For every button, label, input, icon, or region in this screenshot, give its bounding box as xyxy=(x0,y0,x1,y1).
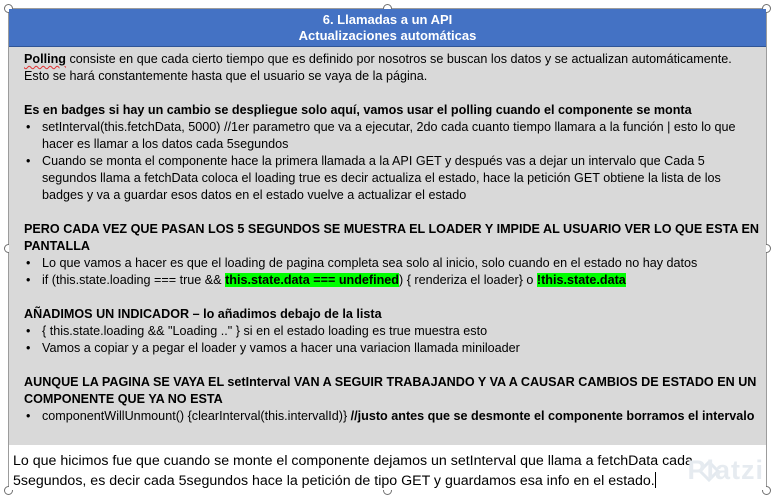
intro-line-1 xyxy=(24,51,759,68)
bullet-text: Cuando se monta el componente hace la primera llamada a la API GET y después vas a dejar un intervalo que Cada 5 segundos llama a fetchData coloca el loading true es decir actualiza el estado, hace la petición GET obtiene la lista de los badges y va a guardar esos datos en el estado vuelve a actualizar el estado xyxy=(42,154,721,202)
bullet-code: componentWillUnmount() {clearInterval(this.intervalId)} xyxy=(42,409,351,423)
section3-heading: AÑADIMOS UN INDICADOR – lo añadimos debajo de la lista xyxy=(24,307,382,321)
section4-heading: AUNQUE LA PAGINA SE VAYA EL setInterval VAN A SEGUIR TRABAJANDO Y VA A CAUSAR CAMBIOS DE ESTADO EN UN COMPONENTE QUE YA NO ESTA xyxy=(24,375,757,406)
highlight-not-data: !this.state.data xyxy=(536,273,626,287)
text-cursor xyxy=(655,472,656,488)
bullet-bold-comment: //justo antes que se desmonte el componente borramos el intervalo xyxy=(350,409,755,423)
bullet-text: Lo que vamos a hacer es que el loading de pagina completa sea solo al inicio, solo cuando en el estado no hay datos xyxy=(42,256,698,270)
watermark-label: Platzi xyxy=(687,455,764,485)
section2-bullet-2: • if (this.state.loading === true && this.state.data === undefined) { renderiza el loader} o !this.state.data xyxy=(26,273,626,287)
table-header xyxy=(9,9,766,47)
bullet-text: setInterval(this.fetchData, 5000) //1er parametro que va a ejecutar, 2do cada cuanto tiempo llamara a la función | esto lo que hacer es llamar a los datos cada 5segundos xyxy=(42,120,736,151)
polling-term: Polling xyxy=(24,52,66,66)
bullet-text: Vamos a copiar y a pegar el loader y vamos a hacer una variacion llamada miniloader xyxy=(42,341,520,355)
intro-line-2: Esto se hará constantemente hasta que el usuario se vaya de la página. xyxy=(24,69,428,83)
summary-text xyxy=(13,451,758,491)
highlight-undefined-check: this.state.data === undefined xyxy=(225,273,399,287)
section1-heading: Es en badges si hay un cambio se despliegue solo aquí, vamos usar el polling cuando el componente se monta xyxy=(24,103,692,117)
notes-content xyxy=(24,51,759,425)
bullet-code-b: ) { renderiza el loader} o xyxy=(399,273,537,287)
header-subtitle: Actualizaciones automáticas xyxy=(298,28,477,43)
section2-heading: PERO CADA VEZ QUE PASAN LOS 5 SEGUNDOS SE MUESTRA EL LOADER Y IMPIDE AL USUARIO VER LO QUE ESTA EN PANTALLA xyxy=(24,222,759,253)
section1-bullet-2: • Cuando se monta el componente hace la primera llamada a la API GET y después vas a dejar un intervalo que Cada 5 segundos llama a fetchData coloca el loading true es decir actualiza el estado, hace la petición GET obtiene la lista de los badges y va a guardar esos datos en el estado vuelve a actualizar el estado xyxy=(26,154,721,202)
section2-bullet-1: • Lo que vamos a hacer es que el loading de pagina completa sea solo al inicio, solo cuando en el estado no hay datos xyxy=(26,256,698,270)
summary-text-content: Lo que hicimos fue que cuando se monte el componente dejamos un setInterval que llama a fetchData cada 5segundos, es decir cada 5segundos hace la petición de tipo GET y guardamos esa info en el estado. xyxy=(13,453,693,489)
header-title: 6. Llamadas a un API xyxy=(322,12,453,27)
section3-bullet-2: • Vamos a copiar y a pegar el loader y vamos a hacer una variacion llamada miniloader xyxy=(26,341,520,355)
intro-line-1-rest: consiste en que cada cierto tiempo que es definido por nosotros se buscan los datos y se actualizan automáticamente. xyxy=(65,52,732,66)
bullet-code-a: if (this.state.loading === true && xyxy=(42,273,226,287)
section4-bullet-1: • componentWillUnmount() {clearInterval(this.intervalId)} //justo antes que se desmonte el componente borramos el intervalo xyxy=(26,409,755,423)
bullet-text: { this.state.loading && "Loading .." } si en el estado loading es true muestra esto xyxy=(42,324,488,338)
section3-bullet-1: • { this.state.loading && "Loading .." } si en el estado loading es true muestra esto xyxy=(26,324,488,338)
section1-bullet-1: • setInterval(this.fetchData, 5000) //1er parametro que va a ejecutar, 2do cada cuanto tiempo llamara a la función | esto lo que hacer es llamar a los datos cada 5segundos xyxy=(26,120,736,151)
